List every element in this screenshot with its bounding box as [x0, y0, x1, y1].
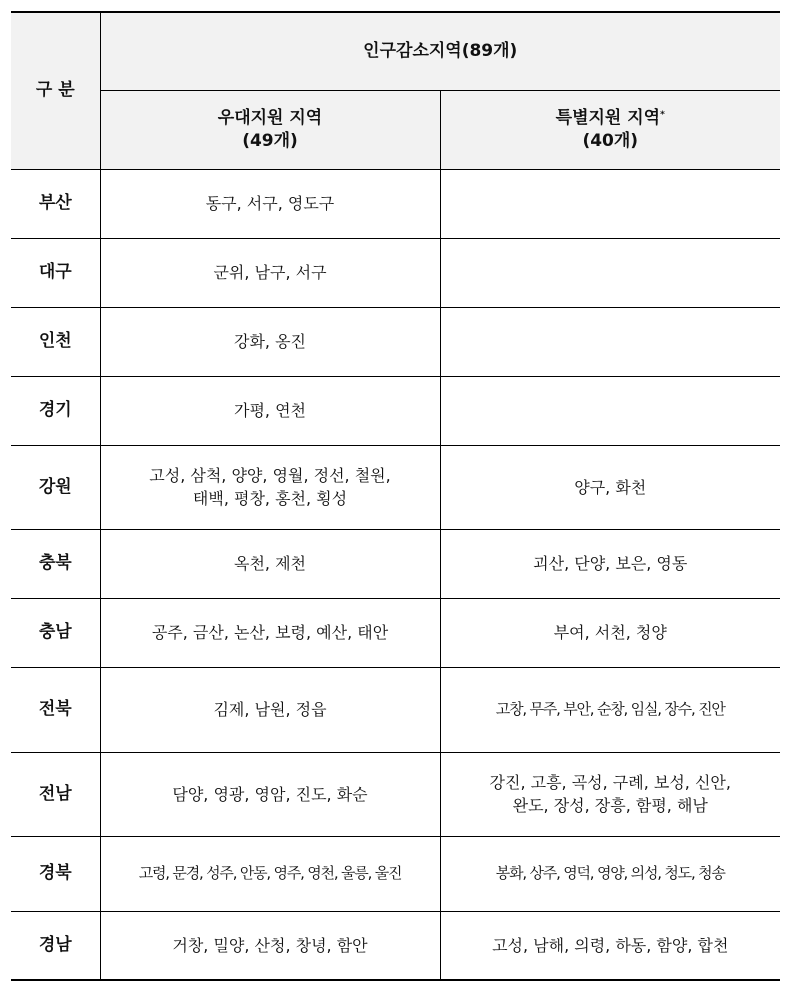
region-cell: 인천	[11, 307, 100, 376]
region-cell: 전북	[11, 667, 100, 752]
special-support-title: 특별지원 지역	[555, 107, 661, 128]
region-cell: 경남	[11, 911, 100, 980]
table-row	[11, 598, 780, 667]
preferred-cell-line: 태백, 평창, 홍천, 횡성	[192, 489, 348, 508]
special-cell: 괴산, 단양, 보은, 영동	[440, 529, 780, 598]
preferred-cell-line: 고성, 삼척, 양양, 영월, 정선, 철원,	[149, 466, 391, 485]
region-cell: 강원	[11, 445, 100, 529]
special-support-title-line	[447, 107, 775, 130]
preferred-cell	[100, 445, 440, 529]
preferred-cell: 가평, 연천	[100, 376, 440, 445]
region-cell: 전남	[11, 752, 100, 836]
special-cell: 고성, 남해, 의령, 하동, 함양, 합천	[440, 911, 780, 980]
preferred-cell: 공주, 금산, 논산, 보령, 예산, 태안	[100, 598, 440, 667]
special-cell-line: 완도, 장성, 장흥, 함평, 해남	[512, 796, 708, 815]
region-cell: 대구	[11, 238, 100, 307]
region-cell: 충북	[11, 529, 100, 598]
table-row	[11, 911, 780, 980]
special-cell	[440, 376, 780, 445]
preferred-cell: 고령, 문경, 성주, 안동, 영주, 영천, 울릉, 울진	[100, 836, 440, 911]
preferred-cell: 거창, 밀양, 산청, 창녕, 함안	[100, 911, 440, 980]
population-decline-region-table	[11, 11, 780, 981]
preferred-cell: 옥천, 제천	[100, 529, 440, 598]
special-cell	[440, 752, 780, 836]
header-row-2	[11, 90, 780, 169]
preferred-support-header	[100, 90, 440, 169]
region-cell: 경북	[11, 836, 100, 911]
special-cell-line: 강진, 고흥, 곡성, 구례, 보성, 신안,	[489, 773, 731, 792]
special-cell: 양구, 화천	[440, 445, 780, 529]
header-row-1	[11, 12, 780, 90]
special-cell	[440, 307, 780, 376]
group-header: 인구감소지역(89개)	[100, 12, 780, 90]
special-cell: 부여, 서천, 청양	[440, 598, 780, 667]
table-row	[11, 307, 780, 376]
table-row	[11, 836, 780, 911]
preferred-cell: 동구, 서구, 영도구	[100, 169, 440, 238]
table-row	[11, 667, 780, 752]
table-row	[11, 445, 780, 529]
preferred-cell: 담양, 영광, 영암, 진도, 화순	[100, 752, 440, 836]
special-cell: 고창, 무주, 부안, 순창, 임실, 장수, 진안	[440, 667, 780, 752]
table-row	[11, 752, 780, 836]
preferred-support-title: 우대지원 지역	[217, 107, 323, 128]
region-table-wrapper	[11, 11, 780, 981]
special-cell: 봉화, 상주, 영덕, 영양, 의성, 청도, 청송	[440, 836, 780, 911]
special-support-footnote-mark: *	[660, 109, 665, 120]
table-row	[11, 529, 780, 598]
region-cell: 부산	[11, 169, 100, 238]
region-cell: 경기	[11, 376, 100, 445]
table-row	[11, 169, 780, 238]
special-cell	[440, 169, 780, 238]
region-cell: 충남	[11, 598, 100, 667]
preferred-cell: 군위, 남구, 서구	[100, 238, 440, 307]
category-header: 구 분	[11, 12, 100, 169]
special-support-header	[440, 90, 780, 169]
table-row	[11, 238, 780, 307]
preferred-cell: 강화, 옹진	[100, 307, 440, 376]
preferred-support-count: (49개)	[242, 130, 298, 151]
table-row	[11, 376, 780, 445]
special-cell	[440, 238, 780, 307]
special-support-count: (40개)	[582, 130, 639, 151]
preferred-cell: 김제, 남원, 정읍	[100, 667, 440, 752]
